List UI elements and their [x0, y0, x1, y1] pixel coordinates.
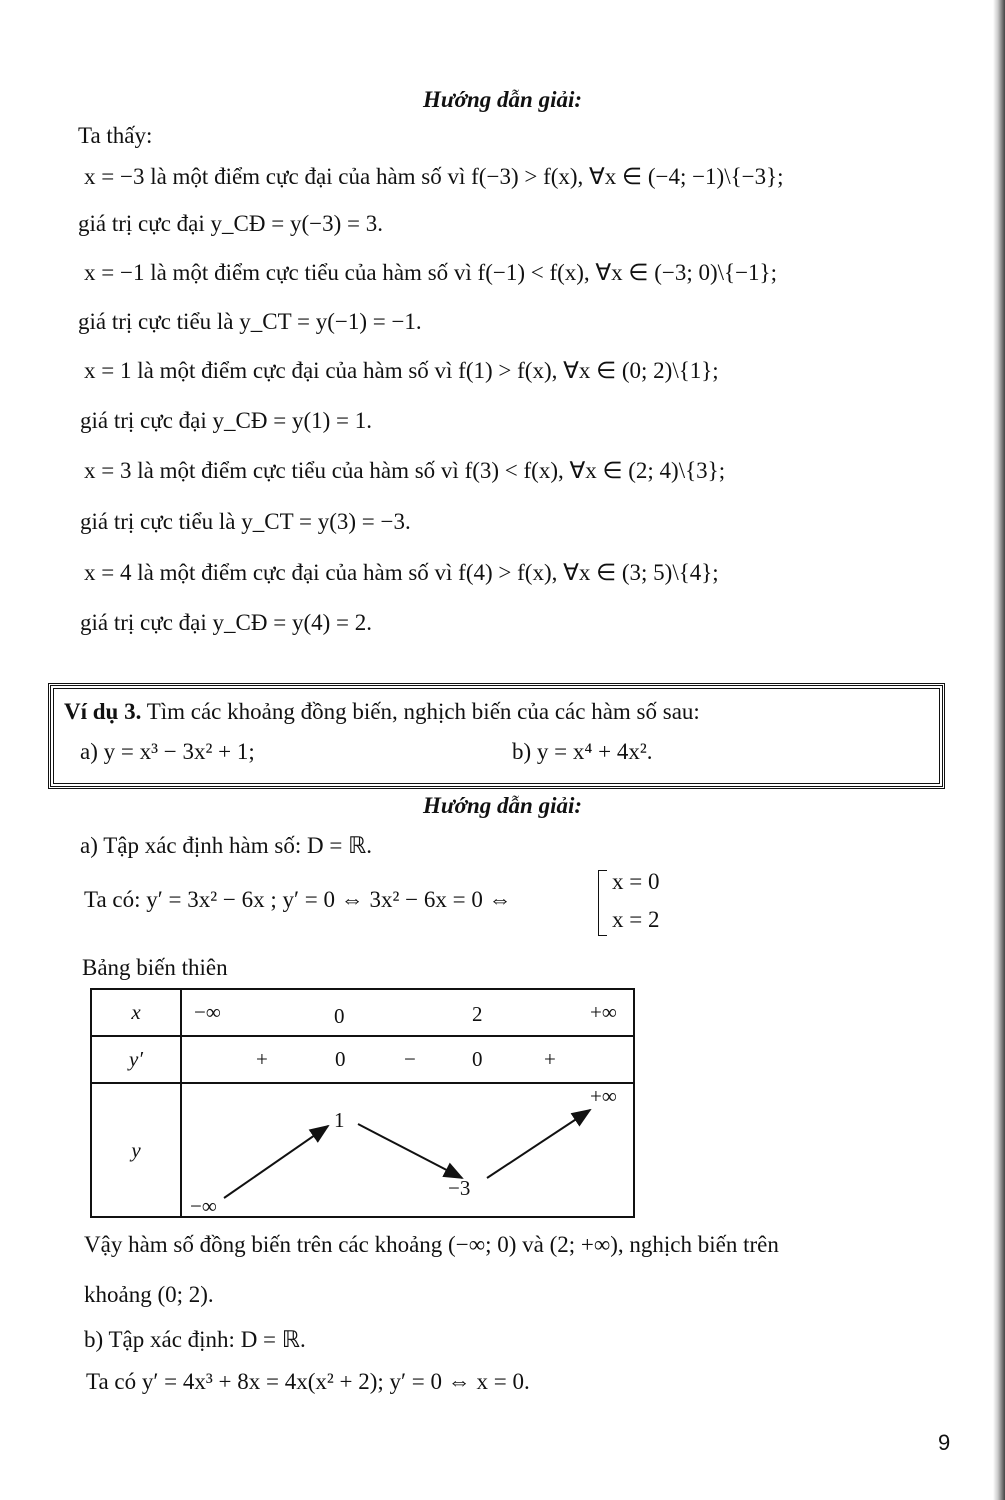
yprime-header: y′ [91, 1036, 181, 1083]
y-row [181, 1083, 634, 1217]
page-number: 9 [938, 1430, 951, 1455]
variation-table [90, 988, 635, 1218]
derivative-b: Ta có y′ = 4x³ + 8x = 4x(x² + 2); y′ = 0 ⇔ x = 0. [86, 1369, 530, 1394]
example-part-b: b) y = x⁴ + 4x². [512, 739, 653, 764]
text-line: giá trị cực đại y_CĐ = y(−3) = 3. [78, 211, 383, 236]
y-value: 1 [334, 1108, 345, 1132]
solution-heading: Hướng dẫn giải: [422, 87, 583, 112]
table-label: Bảng biến thiên [82, 955, 228, 980]
yprime-row [181, 1036, 634, 1083]
x-value: 0 [334, 1004, 345, 1028]
page-edge [993, 0, 1005, 1500]
text-line: giá trị cực đại y_CĐ = y(4) = 2. [80, 610, 372, 635]
solution-heading-2: Hướng dẫn giải: [422, 793, 583, 818]
root-1: x = 0 [612, 869, 660, 894]
increase-arrow [487, 1110, 590, 1178]
example-prompt: Tìm các khoảng đồng biến, nghịch biến của các hàm số sau: [146, 699, 700, 724]
example-part-a: a) y = x³ − 3x² + 1; [80, 739, 255, 764]
domain-a: a) Tập xác định hàm số: D = ℝ. [80, 833, 373, 858]
example-title: Ví dụ 3. [64, 699, 142, 724]
y-header: y [91, 1083, 181, 1217]
y-value: −∞ [190, 1194, 217, 1218]
x-value: −∞ [194, 1000, 221, 1024]
system-bracket [598, 870, 607, 936]
y-value: −3 [448, 1176, 471, 1200]
text-line: giá trị cực đại y_CĐ = y(1) = 1. [80, 408, 372, 433]
text-line: giá trị cực tiểu là y_CT = y(3) = −3. [80, 509, 411, 534]
conclusion-line: khoảng (0; 2). [84, 1282, 214, 1307]
sign: + [256, 1047, 268, 1071]
example-statement [64, 698, 700, 726]
sign: + [544, 1047, 556, 1071]
increase-arrow [224, 1126, 328, 1198]
root-2: x = 2 [612, 907, 660, 932]
text-line: x = −1 là một điểm cực tiểu của hàm số vì f(−1) < f(x), ∀x ∈ (−3; 0)\{−1}; [84, 260, 777, 285]
text-line: x = −3 là một điểm cực đại của hàm số vì f(−3) > f(x), ∀x ∈ (−4; −1)\{−3}; [84, 164, 784, 189]
conclusion-line: Vậy hàm số đồng biến trên các khoảng (−∞; 0) và (2; +∞), nghịch biến trên [84, 1232, 779, 1257]
domain-b: b) Tập xác định: D = ℝ. [84, 1327, 306, 1352]
sign: − [404, 1047, 416, 1071]
text-line: x = 1 là một điểm cực đại của hàm số vì f(1) > f(x), ∀x ∈ (0; 2)\{1}; [84, 358, 719, 383]
y-value: +∞ [590, 1084, 617, 1108]
text-line: giá trị cực tiểu là y_CT = y(−1) = −1. [78, 309, 422, 334]
intro-text: Ta thấy: [78, 123, 153, 148]
text-line: x = 4 là một điểm cực đại của hàm số vì f(4) > f(x), ∀x ∈ (3; 5)\{4}; [84, 560, 719, 585]
variation-arrows [182, 1084, 637, 1220]
sign: 0 [472, 1047, 483, 1071]
derivative-a: Ta có: y′ = 3x² − 6x ; y′ = 0 ⇔ 3x² − 6x = 0 ⇔ [84, 887, 512, 912]
decrease-arrow [358, 1124, 462, 1178]
x-value: 2 [472, 1002, 483, 1026]
x-row [181, 989, 634, 1036]
x-header: x [91, 989, 181, 1036]
sign: 0 [335, 1047, 346, 1071]
text-line: x = 3 là một điểm cực tiểu của hàm số vì f(3) < f(x), ∀x ∈ (2; 4)\{3}; [84, 458, 726, 483]
x-value: +∞ [590, 1000, 617, 1024]
